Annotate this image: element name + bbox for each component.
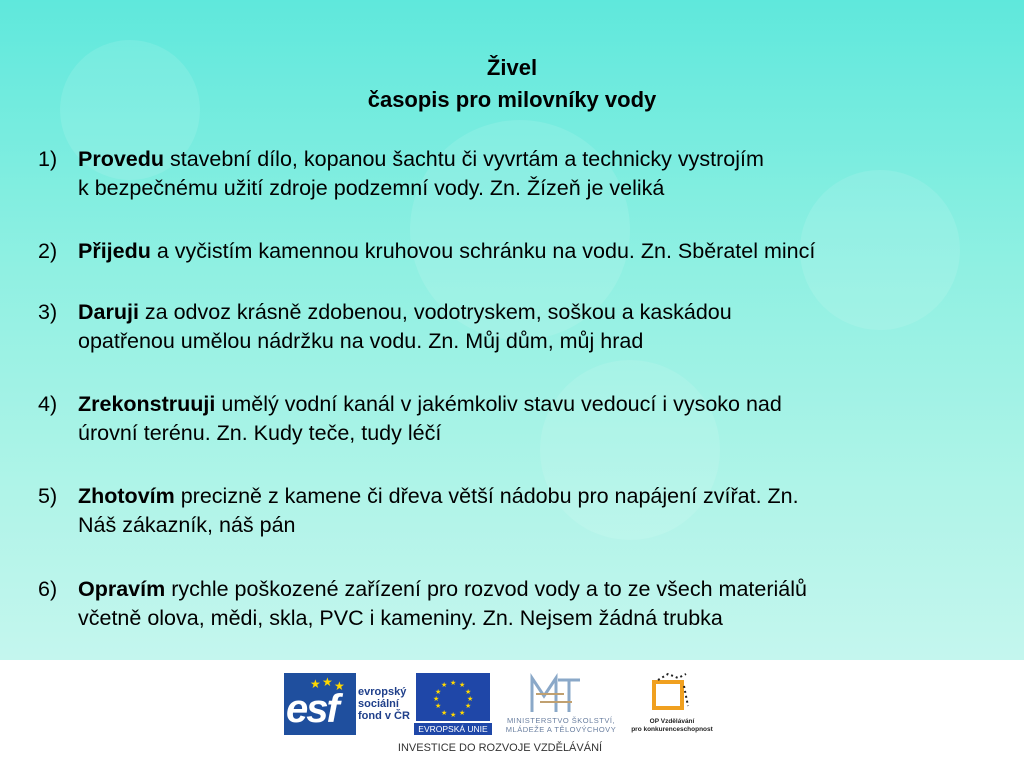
item-line: stavební dílo, kopanou šachtu či vyvrtám a technicky vystrojím — [164, 147, 764, 171]
op-text-line: OP Vzdělávání — [649, 718, 695, 725]
logo-footer — [0, 660, 1024, 768]
item-keyword: Zrekonstruuji — [78, 392, 216, 416]
eu-label: EVROPSKÁ UNIE — [414, 723, 492, 735]
star-icon: ★ — [310, 677, 321, 691]
item-line: včetně olova, mědi, skla, PVC i kameniny. Zn. Nejsem žádná trubka — [78, 606, 723, 630]
list-item — [38, 237, 998, 267]
item-number: 5) — [38, 484, 58, 508]
msmt-text-line: MINISTERSTVO ŠKOLSTVÍ, — [506, 716, 616, 725]
list-item — [38, 575, 998, 635]
eu-flag-logo — [416, 673, 490, 721]
esf-text-line: evropský — [358, 686, 407, 698]
item-line: Náš zákazník, náš pán — [78, 513, 296, 537]
op-text-line: pro konkurenceschopnost — [631, 726, 713, 733]
item-keyword: Daruji — [78, 300, 139, 324]
item-text — [78, 145, 998, 203]
msmt-logo-icon — [528, 672, 584, 718]
item-line: a vyčistím kamennou kruhovou schránku na vodu. Zn. Sběratel mincí — [150, 239, 816, 263]
slide-title: Živel — [486, 55, 538, 80]
star-icon: ★ — [435, 689, 442, 696]
list-item — [38, 298, 998, 358]
star-icon: ★ — [435, 703, 442, 710]
esf-logo — [284, 673, 356, 735]
item-line: opatřenou umělou nádržku na vodu. Zn. Můj dům, můj hrad — [78, 329, 644, 353]
star-icon: ★ — [465, 689, 472, 696]
list-item — [38, 390, 998, 450]
item-text — [78, 298, 998, 356]
item-keyword: Zhotovím — [78, 484, 175, 508]
star-icon: ★ — [322, 675, 333, 689]
esf-letters: esf — [286, 687, 338, 731]
msmt-text-line: MLÁDEŽE A TĚLOVÝCHOVY — [505, 725, 617, 734]
item-line: úrovní terénu. Zn. Kudy teče, tudy léčí — [78, 421, 442, 445]
item-text — [78, 482, 998, 540]
item-line: za odvoz krásně zdobenou, vodotryskem, soškou a kaskádou — [138, 300, 732, 324]
star-icon: ★ — [433, 696, 440, 703]
slide-subtitle: časopis pro milovníky vody — [367, 87, 657, 112]
invest-text: INVESTICE DO ROZVOJE VZDĚLÁVÁNÍ — [397, 742, 603, 754]
star-icon: ★ — [467, 696, 474, 703]
item-number: 1) — [38, 147, 58, 171]
esf-text-line: fond v ČR — [358, 710, 410, 722]
item-number: 4) — [38, 392, 58, 416]
list-item — [38, 482, 998, 542]
item-number: 6) — [38, 577, 58, 601]
item-line: precizně z kamene či dřeva větší nádobu pro napájení zvířat. Zn. — [174, 484, 799, 508]
item-keyword: Provedu — [78, 147, 165, 171]
item-text — [78, 390, 998, 448]
item-text — [78, 575, 998, 633]
star-icon: ★ — [441, 710, 448, 717]
star-icon: ★ — [459, 682, 466, 689]
esf-text — [358, 686, 410, 722]
item-text — [78, 237, 998, 266]
op-text — [630, 718, 714, 734]
star-icon: ★ — [450, 680, 457, 687]
item-line: umělý vodní kanál v jakémkoliv stavu vedoucí i vysoko nad — [215, 392, 782, 416]
star-icon: ★ — [441, 682, 448, 689]
star-icon: ★ — [465, 703, 472, 710]
star-icon: ★ — [459, 710, 466, 717]
item-line: k bezpečnému užití zdroje podzemní vody. Zn. Žízeň je veliká — [78, 176, 665, 200]
star-icon: ★ — [334, 679, 345, 693]
msmt-text — [496, 716, 626, 734]
esf-text-line: sociální — [358, 698, 399, 710]
item-keyword: Přijedu — [78, 239, 151, 263]
item-number: 2) — [38, 239, 58, 263]
list-item — [38, 145, 998, 205]
star-icon: ★ — [450, 712, 457, 719]
item-number: 3) — [38, 300, 58, 324]
op-logo-icon — [648, 672, 694, 714]
item-keyword: Opravím — [78, 577, 166, 601]
item-line: rychle poškozené zařízení pro rozvod vody a to ze všech materiálů — [165, 577, 807, 601]
